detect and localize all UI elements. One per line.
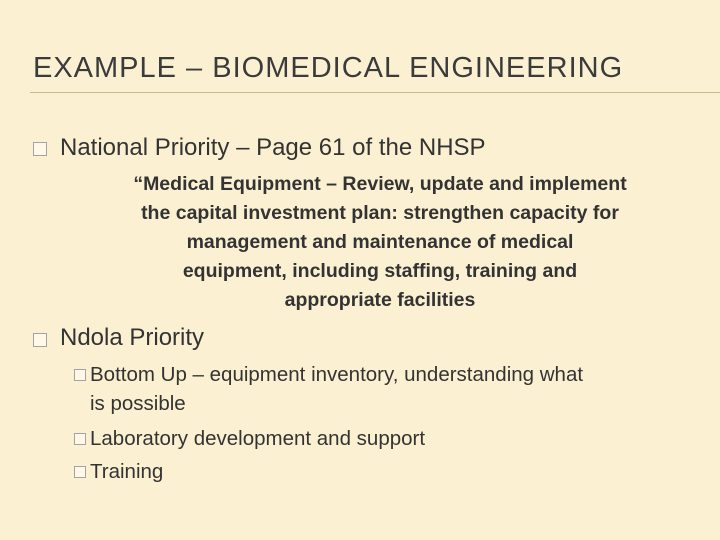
checkbox-square-icon xyxy=(33,142,47,156)
subitem-training xyxy=(90,457,163,486)
bullet-national-priority: National Priority – Page 61 of the NHSP xyxy=(60,134,486,161)
quote-block xyxy=(60,170,700,315)
checkbox-square-icon xyxy=(33,333,47,347)
subitem-line: Laboratory development and support xyxy=(90,427,426,450)
checkbox-square-icon xyxy=(74,369,86,381)
quote-line: appropriate facilities xyxy=(284,289,476,311)
slide-title: EXAMPLE – BIOMEDICAL ENGINEERING xyxy=(33,52,624,84)
checkbox-square-icon xyxy=(74,433,86,445)
bullet-ndola-priority: Ndola Priority xyxy=(60,324,205,351)
subitem-line: Training xyxy=(90,460,164,483)
subitem-line: is possible xyxy=(90,392,186,415)
quote-line: equipment, including staffing, training and xyxy=(182,260,578,282)
subitem-laboratory xyxy=(90,424,425,453)
subitem-bottom-up xyxy=(90,360,583,418)
checkbox-square-icon xyxy=(74,466,86,478)
title-divider xyxy=(30,92,720,93)
subitem-line: Bottom Up – equipment inventory, understanding what xyxy=(90,363,584,386)
quote-line: management and maintenance of medical xyxy=(186,231,574,253)
quote-line: “Medical Equipment – Review, update and implement xyxy=(133,173,627,195)
quote-line: the capital investment plan: strengthen capacity for xyxy=(141,202,619,224)
